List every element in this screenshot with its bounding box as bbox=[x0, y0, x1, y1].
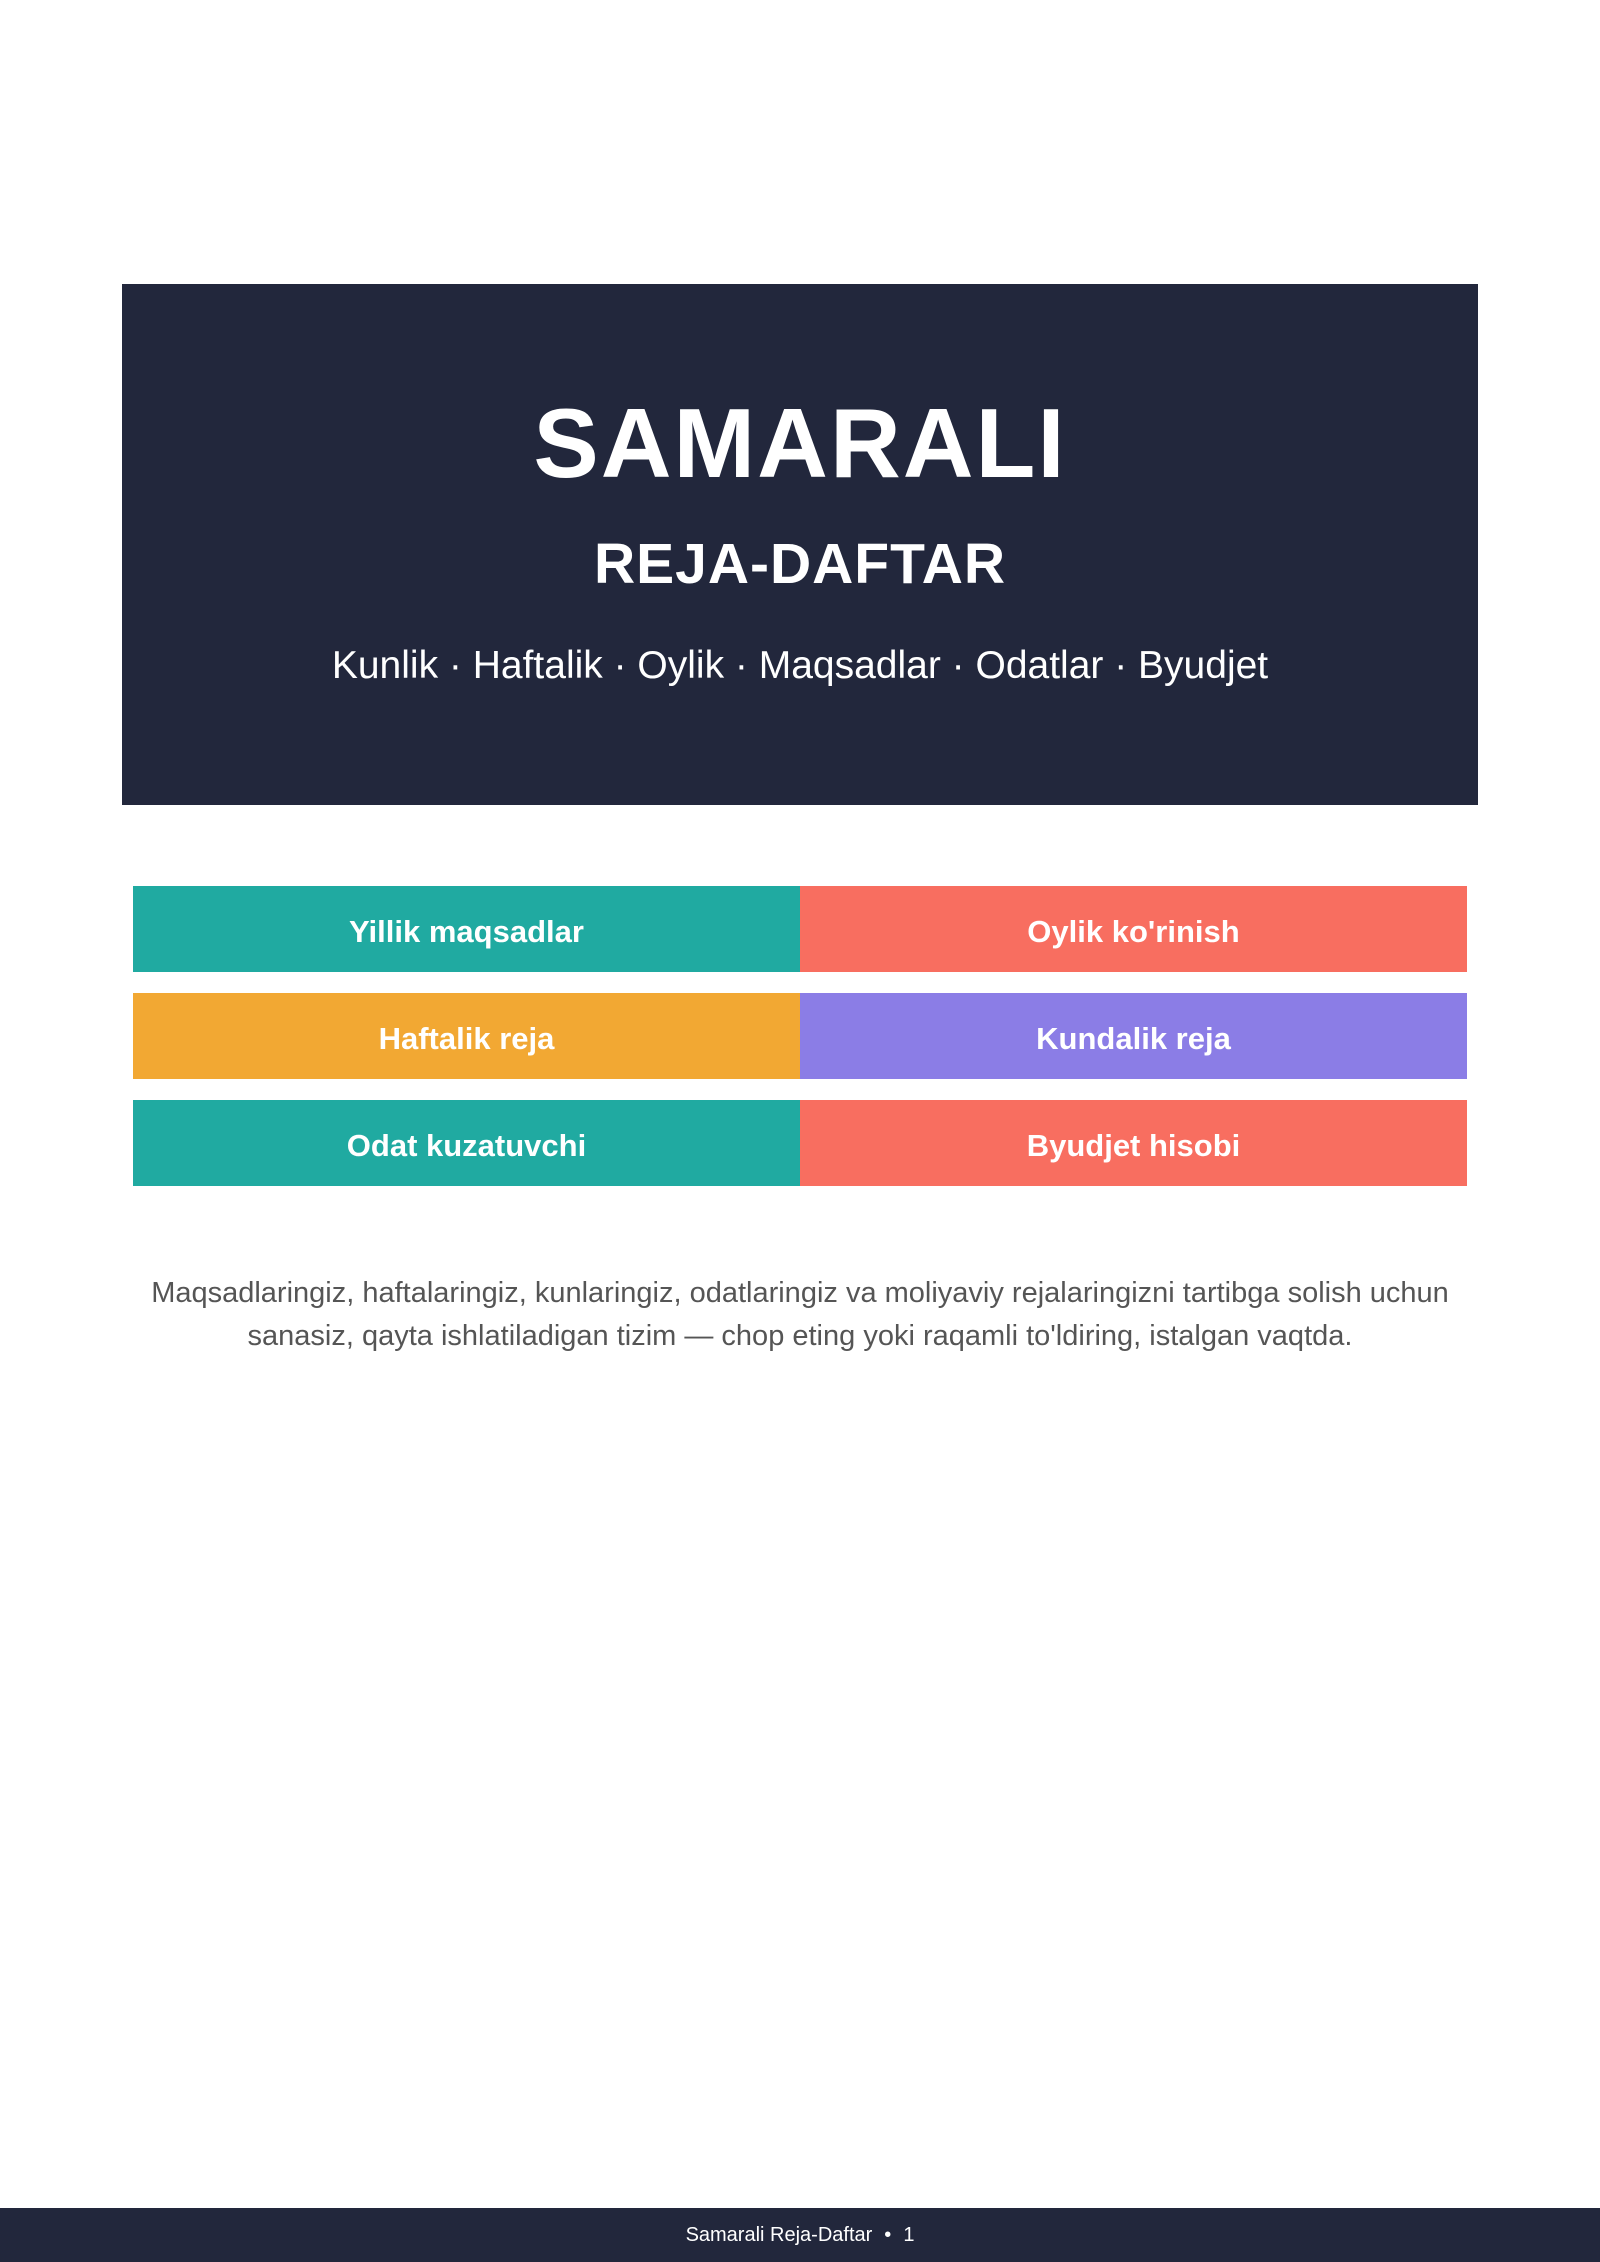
cover-banner bbox=[122, 284, 1478, 805]
page-number: 1 bbox=[903, 2223, 915, 2246]
tile-haftalik-reja: Haftalik reja bbox=[133, 993, 800, 1079]
footer-title: Samarali Reja-Daftar bbox=[685, 2223, 873, 2246]
tile-byudjet-hisobi: Byudjet hisobi bbox=[800, 1100, 1467, 1186]
tile-oylik-korinish: Oylik ko'rinish bbox=[800, 886, 1467, 972]
tile-yillik-maqsadlar: Yillik maqsadlar bbox=[133, 886, 800, 972]
tile-kundalik-reja: Kundalik reja bbox=[800, 993, 1467, 1079]
footer-separator: • bbox=[884, 2223, 892, 2246]
tile-odat-kuzatuvchi: Odat kuzatuvchi bbox=[133, 1100, 800, 1186]
cover-subtitle: REJA-DAFTAR bbox=[593, 532, 1007, 596]
tile-row bbox=[133, 993, 1467, 1079]
section-tiles-grid bbox=[133, 886, 1467, 1207]
tile-row bbox=[133, 886, 1467, 972]
cover-description: Maqsadlaringiz, haftalaringiz, kunlaringiz, odatlaringiz va moliyaviy rejalaringizni tartibga solish uchun sanasiz, qayta ishlatiladigan tizim — chop eting yoki raqamli to'ldiring, istalgan vaqtda. bbox=[151, 1277, 1449, 1352]
tile-row bbox=[133, 1100, 1467, 1186]
page-footer bbox=[0, 2208, 1600, 2262]
cover-section-list: Kunlik · Haftalik · Oylik · Maqsadlar · Odatlar · Byudjet bbox=[331, 644, 1269, 687]
cover-title: SAMARALI bbox=[533, 388, 1067, 498]
